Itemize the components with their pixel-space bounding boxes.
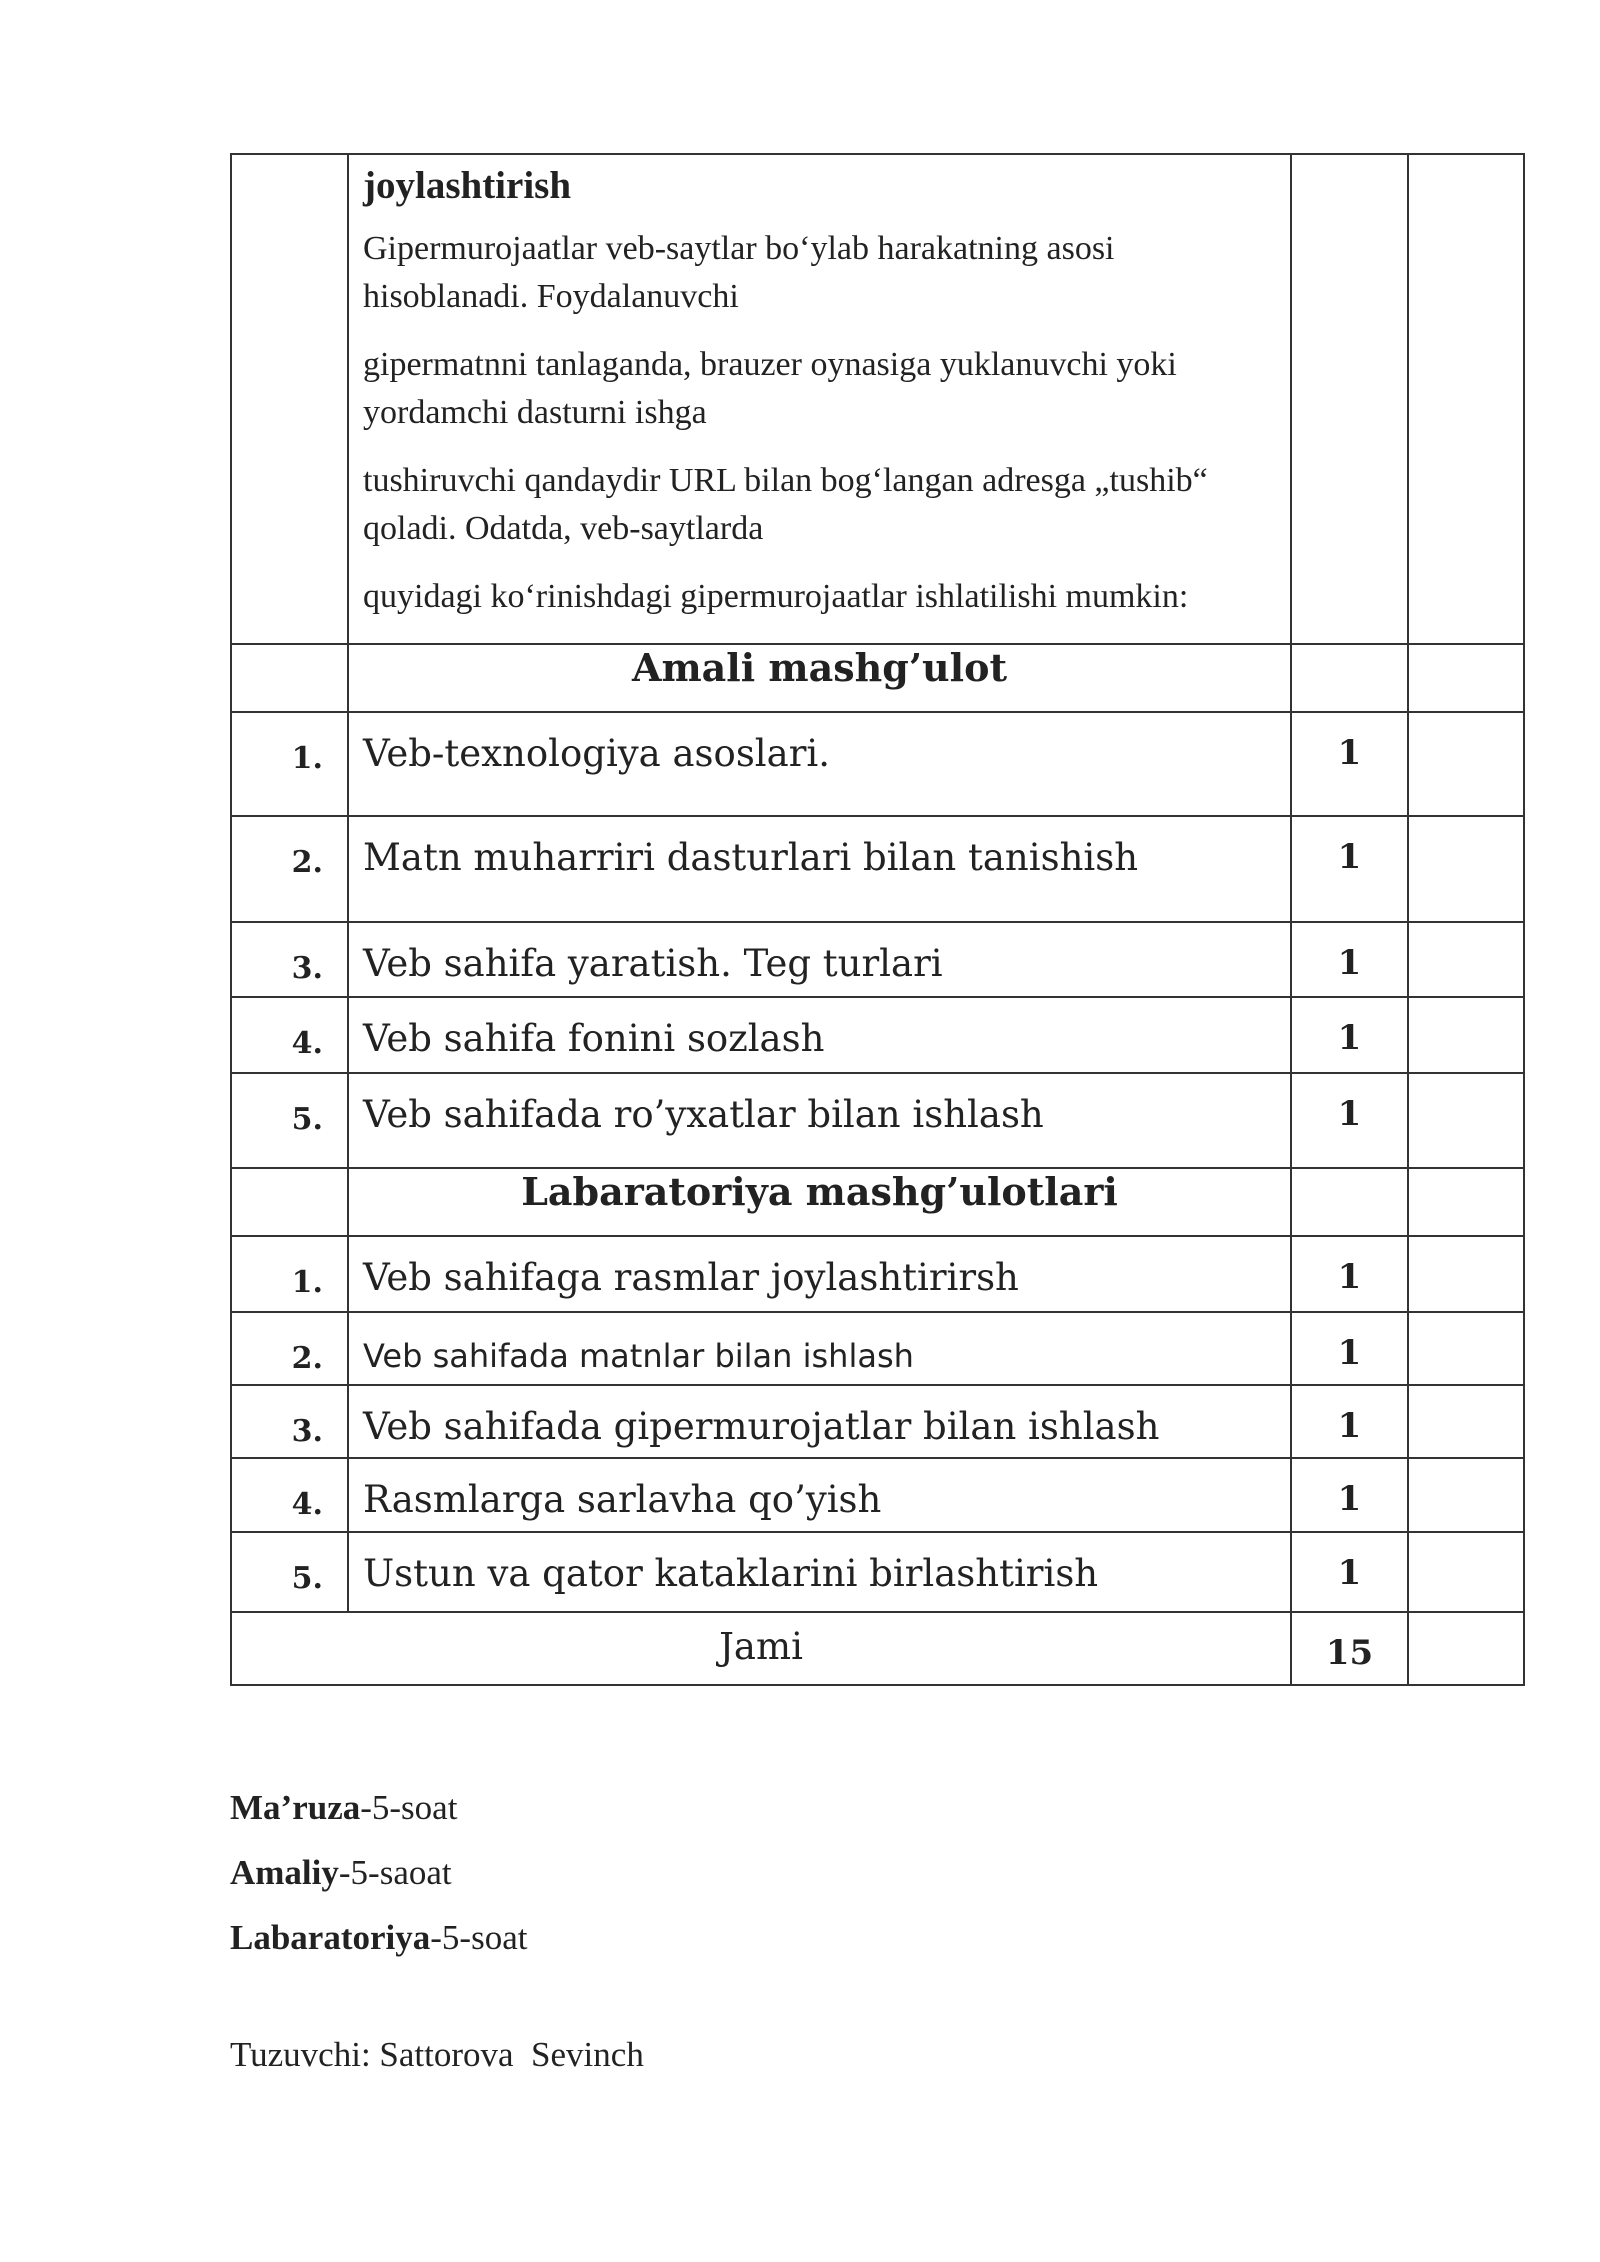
table-row	[231, 997, 1524, 1073]
row-hours: 1	[1291, 816, 1408, 922]
row-hours: 1	[1291, 1385, 1408, 1458]
summary-label: Ma’ruza	[230, 1788, 361, 1827]
table-row	[231, 1458, 1524, 1532]
section-title: Labaratoriya mashg’ulotlari	[348, 1168, 1291, 1236]
intro-title: joylashtirish	[363, 164, 572, 207]
summary-line	[230, 1905, 527, 1970]
row-number: 2.	[231, 1312, 348, 1385]
row-topic: Veb sahifa yaratish. Teg turlari	[348, 922, 1291, 997]
row-number: 3.	[231, 1385, 348, 1458]
row-topic: Veb sahifada matnlar bilan ishlash	[348, 1312, 1291, 1385]
row-topic: Rasmlarga sarlavha qo’yish	[348, 1458, 1291, 1532]
section-header-lab	[231, 1168, 1524, 1236]
table-row	[231, 1385, 1524, 1458]
row-topic: Veb sahifaga rasmlar joylashtirirsh	[348, 1236, 1291, 1312]
summary-value: -5-saoat	[338, 1853, 452, 1892]
total-row	[231, 1612, 1524, 1685]
intro-row	[231, 154, 1524, 644]
row-hours: 1	[1291, 997, 1408, 1073]
intro-paragraph: Gipermurojaatlar veb-saytlar bo‘ylab harakatning asosi hisoblanadi. Foydalanuvchi	[363, 230, 1115, 315]
table-row	[231, 1532, 1524, 1612]
table-row	[231, 816, 1524, 922]
summary-line	[230, 1775, 527, 1840]
row-topic: Ustun va qator kataklarini birlashtirish	[348, 1532, 1291, 1612]
intro-paragraph: gipermatnni tanlaganda, brauzer oynasiga yuklanuvchi yoki yordamchi dasturni ishga	[363, 346, 1177, 431]
row-number: 2.	[231, 816, 348, 922]
author-line: Tuzuvchi: Sattorova Sevinch	[230, 2035, 644, 2074]
row-topic: Veb-texnologiya asoslari.	[348, 712, 1291, 816]
section-title: Amali mashg’ulot	[348, 644, 1291, 712]
summary-label: Labaratoriya	[230, 1918, 431, 1957]
summary-value: -5-soat	[360, 1788, 458, 1827]
summary-value: -5-soat	[430, 1918, 528, 1957]
row-number: 1.	[231, 712, 348, 816]
row-hours: 1	[1291, 1458, 1408, 1532]
table-row	[231, 922, 1524, 997]
row-hours: 1	[1291, 922, 1408, 997]
row-topic: Veb sahifa fonini sozlash	[348, 997, 1291, 1073]
row-number: 3.	[231, 922, 348, 997]
row-topic: Veb sahifada gipermurojatlar bilan ishlash	[348, 1385, 1291, 1458]
hours-summary	[230, 1775, 527, 1970]
table-row	[231, 1073, 1524, 1168]
row-number: 4.	[231, 997, 348, 1073]
row-number: 5.	[231, 1073, 348, 1168]
summary-line	[230, 1840, 527, 1905]
intro-paragraph: tushiruvchi qandaydir URL bilan bog‘langan adresga „tushib“ qoladi. Odatda, veb-saytlarda	[363, 462, 1208, 547]
table-row	[231, 1236, 1524, 1312]
row-hours: 1	[1291, 1532, 1408, 1612]
row-hours: 1	[1291, 1236, 1408, 1312]
row-hours: 1	[1291, 1312, 1408, 1385]
row-hours: 1	[1291, 1073, 1408, 1168]
summary-label: Amaliy	[230, 1853, 339, 1892]
row-number: 5.	[231, 1532, 348, 1612]
table-row	[231, 712, 1524, 816]
intro-cell	[348, 154, 1291, 644]
row-topic: Matn muharriri dasturlari bilan tanishish	[348, 816, 1291, 922]
table-row	[231, 1312, 1524, 1385]
row-hours: 1	[1291, 712, 1408, 816]
section-header-amali	[231, 644, 1524, 712]
row-number: 4.	[231, 1458, 348, 1532]
row-number: 1.	[231, 1236, 348, 1312]
row-topic: Veb sahifada ro’yxatlar bilan ishlash	[348, 1073, 1291, 1168]
total-value: 15	[1291, 1612, 1408, 1685]
intro-paragraph: quyidagi ko‘rinishdagi gipermurojaatlar ishlatilishi mumkin:	[363, 578, 1189, 615]
curriculum-table	[230, 153, 1525, 1686]
total-label: Jami	[231, 1612, 1291, 1685]
